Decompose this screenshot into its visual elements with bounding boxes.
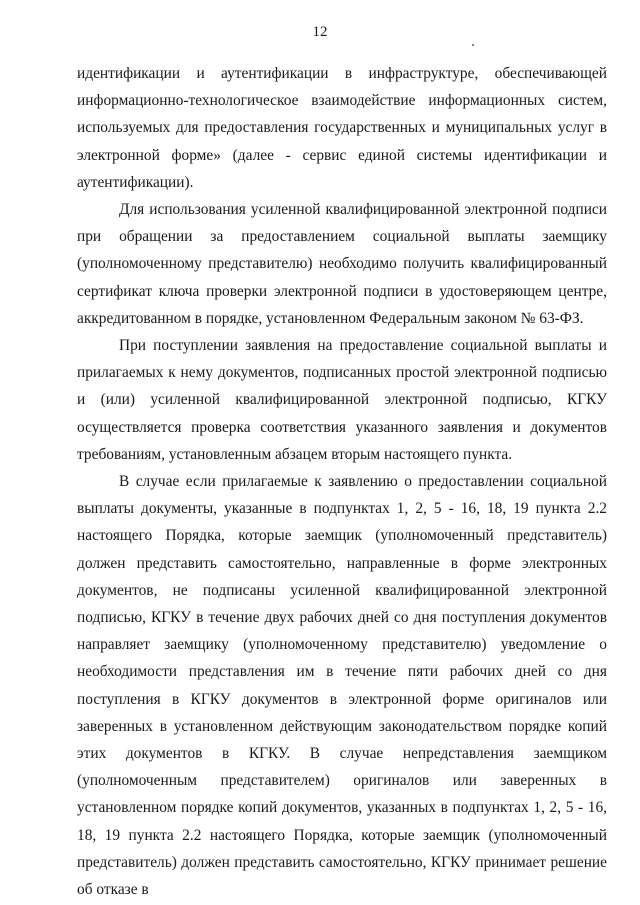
page-number: 12	[312, 24, 328, 40]
paragraph-verification: При поступлении заявления на предоставление социальной выплаты и прилагаемых к нему документов, подписанных простой электронной подписью и (или) усиленной квалифицированной электронной подписью, КГКУ осуществляется проверка соответствия указанного заявления и документов требованиям, установленным абзацем вторым настоящего пункта.	[77, 337, 607, 463]
paragraph-continuation: идентификации и аутентификации в инфраструктуре, обеспечивающей информационно-технологическое взаимодействие информационных систем, используемых для предоставления государственных и муниципальных услуг в электронной форме» (далее - сервис единой системы идентификации и аутентификации).	[77, 65, 607, 191]
paragraph-signature-requirement: Для использования усиленной квалифицированной электронной подписи при обращении за предоставлением социальной выплаты заемщику (уполномоченному представителю) необходимо получить квалифицированный сертификат ключа проверки электронной подписи в удостоверяющем центре, аккредитованном в порядке, установленном Федеральным законом № 63-ФЗ.	[77, 201, 607, 327]
scan-speck	[472, 44, 474, 46]
paragraph-notification: В случае если прилагаемые к заявлению о предоставлении социальной выплаты документы, указанные в подпунктах 1, 2, 5 - 16, 18, 19 пункта 2.2 настоящего Порядка, которые заемщик (уполномоченный представитель) должен представить самостоятельно, направленные в форме электронных документов, не подписаны усиленной квалифицированной электронной подписью, КГКУ в течение двух рабочих дней со дня поступления документов направляет заемщику (уполномоченному представителю) уведомление о необходимости представления им в течение пяти рабочих дней со дня поступления в КГКУ документов в электронной форме оригиналов или заверенных в установленном действующим законодательством порядке копий этих документов в КГКУ. В случае непредставления заемщиком (уполномоченным представителем) оригиналов или заверенных в установленном порядке копий документов, указанных в подпунктах 1, 2, 5 - 16, 18, 19 пункта 2.2 настоящего Порядка, которые заемщик (уполномоченный представитель) должен представить самостоятельно, КГКУ принимает решение об отказе в	[77, 473, 607, 899]
document-body	[77, 60, 607, 903]
